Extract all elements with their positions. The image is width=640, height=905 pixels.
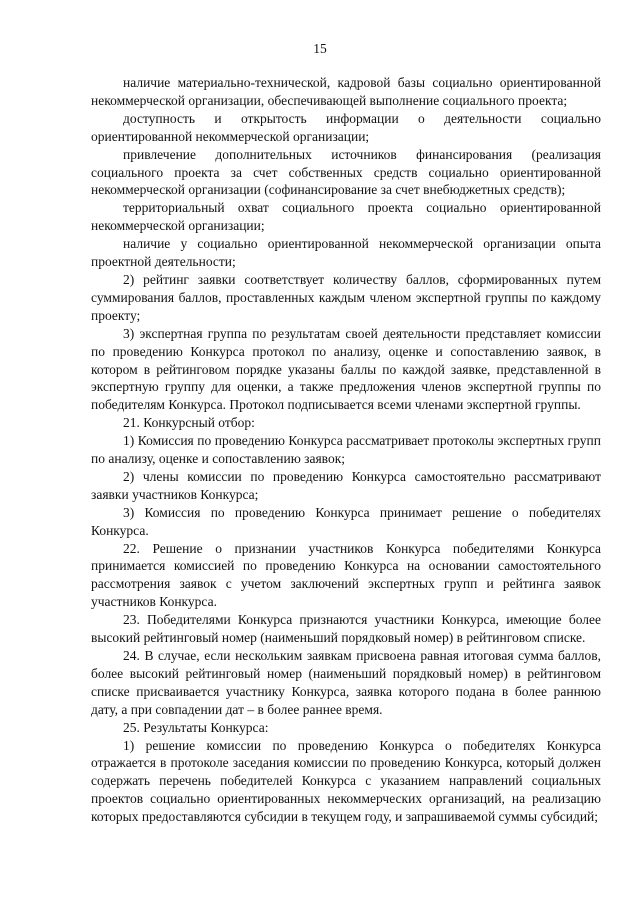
- paragraph: 2) рейтинг заявки соответствует количеству баллов, сформированных путем суммирования баллов, проставленных каждым членом экспертной группы по каждому проекту;: [91, 271, 601, 323]
- paragraph: 1) решение комиссии по проведению Конкурса о победителях Конкурса отражается в протоколе заседания комиссии по проведению Конкурса, который должен содержать перечень победителей Конкурса с указанием направлений социальных проектов социально ориентированных некоммерческих организаций, на реализацию которых предоставляются субсидии в текущем году, и запрашиваемой суммы субсидий;: [91, 737, 601, 825]
- paragraph: 23. Победителями Конкурса признаются участники Конкурса, имеющие более высокий рейтинговый номер (наименьший порядковый номер) в рейтинговом списке.: [91, 612, 601, 646]
- section-heading: 25. Результаты Конкурса:: [123, 719, 269, 735]
- section-heading: 21. Конкурсный отбор:: [123, 415, 255, 431]
- paragraph: 24. В случае, если нескольким заявкам присвоена равная итоговая сумма баллов, более высокий рейтинговый номер (наименьший порядковый номер) в рейтинговом списке присваивается участнику Конкурса, заявка которого подана в более раннюю дату, а при совпадении дат – в более раннее время.: [91, 648, 601, 717]
- paragraph: 2) члены комиссии по проведению Конкурса самостоятельно рассматривают заявки участников Конкурса;: [91, 468, 601, 502]
- paragraph: доступность и открытость информации о деятельности социально ориентированной некоммерческой организации;: [91, 110, 601, 144]
- paragraph: 1) Комиссия по проведению Конкурса рассматривает протоколы экспертных групп по анализу, оценке и сопоставлению заявок;: [91, 433, 601, 467]
- page-number: 15: [313, 41, 327, 56]
- paragraph: наличие материально-технической, кадровой базы социально ориентированной некоммерческой организации, обеспечивающей выполнение социального проекта;: [91, 75, 601, 108]
- paragraph: 3) экспертная группа по результатам своей деятельности представляет комиссии по проведению Конкурса протокол по анализу, оценке и сопоставлению заявок, в котором в рейтинговом порядке указаны баллы по каждой заявке, представленной в экспертную группу для оценки, а также предложения членов экспертной группы по победителям Конкурса. Протокол подписывается всеми членами экспертной группы.: [91, 325, 601, 413]
- paragraph: наличие у социально ориентированной некоммерческой организации опыта проектной деятельности;: [91, 236, 601, 270]
- document-body: [91, 74, 601, 826]
- paragraph: 22. Решение о признании участников Конкурса победителями Конкурса принимается комиссией по проведению Конкурса на основании самостоятельного рассмотрения заявок с учетом заключений экспертных групп и рейтинга заявок участников Конкурса.: [91, 540, 601, 610]
- paragraph: 3) Комиссия по проведению Конкурса принимает решение о победителях Конкурса.: [91, 504, 601, 538]
- paragraph: привлечение дополнительных источников финансирования (реализация социального проекта за счет собственных средств социально ориентированной некоммерческой организации (софинансирование за счет внебюджетных средств);: [91, 146, 601, 198]
- paragraph: территориальный охват социального проекта социально ориентированной некоммерческой организации;: [91, 200, 601, 234]
